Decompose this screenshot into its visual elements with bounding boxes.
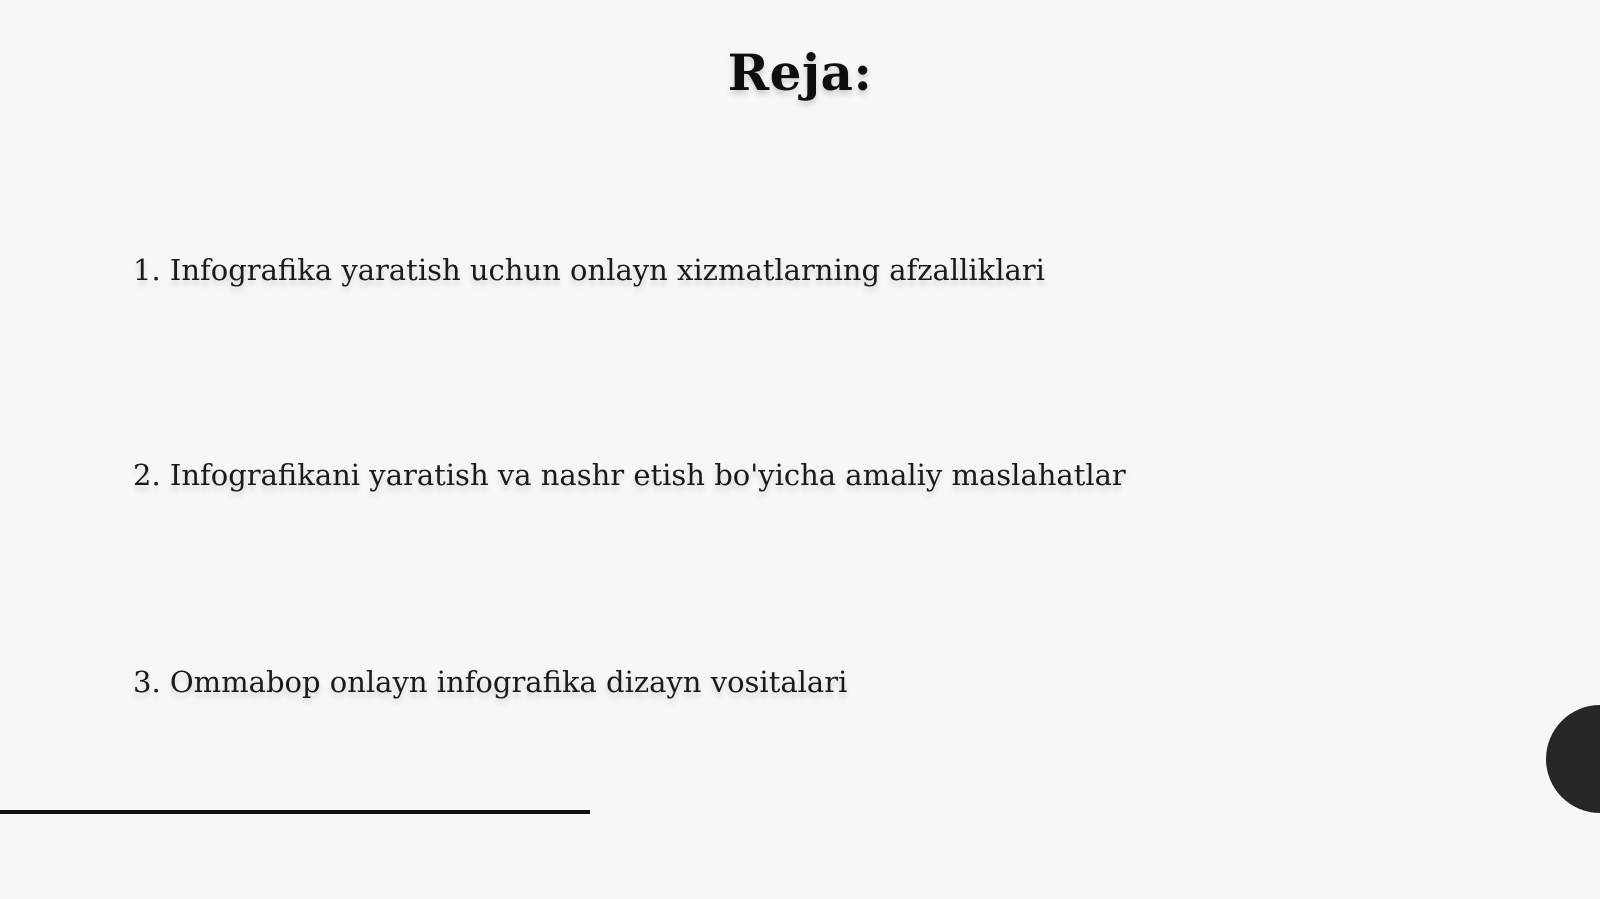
plan-item-3: 3. Ommabop onlayn infografika dizayn vositalari xyxy=(133,665,848,699)
slide-title: Reja: xyxy=(727,43,873,102)
decorative-divider-line xyxy=(0,810,590,814)
plan-item-2: 2. Infografikani yaratish va nashr etish bo'yicha amaliy maslahatlar xyxy=(133,458,1126,492)
plan-item-1: 1. Infografika yaratish uchun onlayn xizmatlarning afzalliklari xyxy=(133,253,1045,287)
decorative-circle-shape xyxy=(1546,705,1600,813)
